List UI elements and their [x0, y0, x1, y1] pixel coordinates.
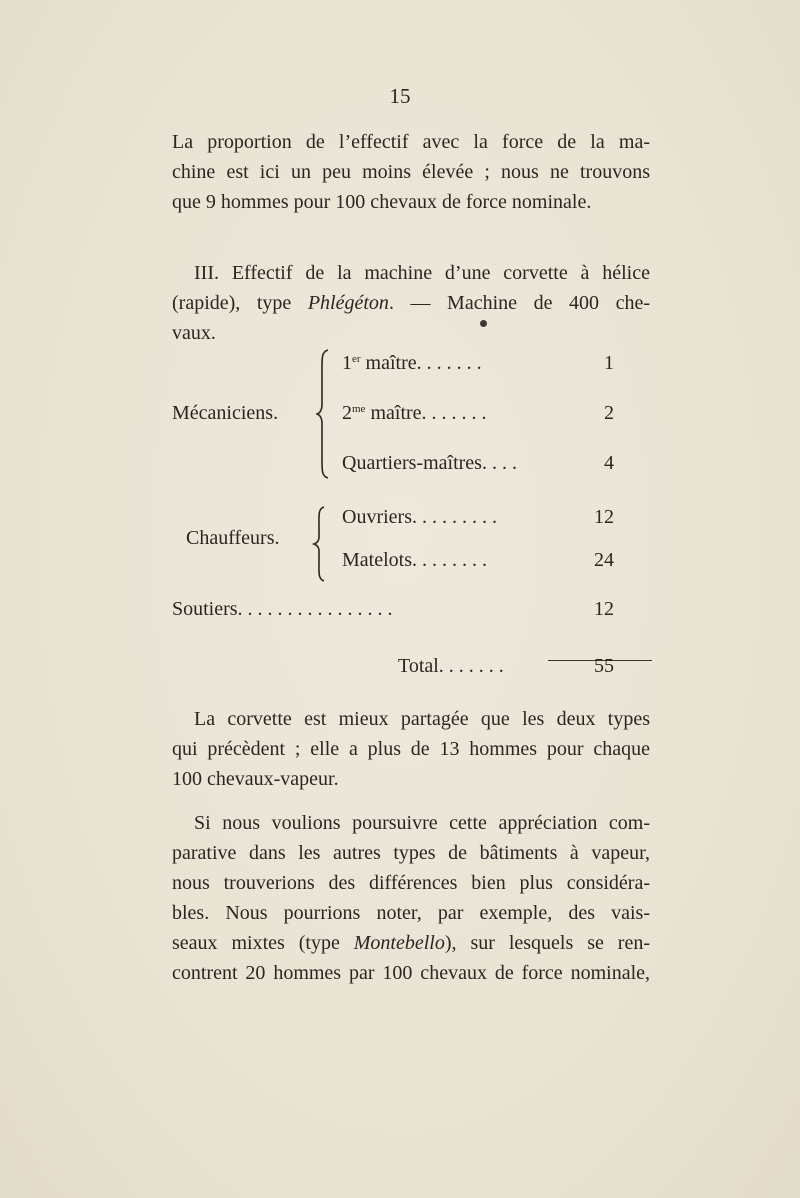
table-row [342, 402, 487, 425]
paragraph-appreciation-comparative [172, 808, 650, 988]
text-line [172, 928, 650, 958]
row-value: 1 [604, 352, 614, 374]
table-row [342, 549, 487, 572]
heading-line: vaux. [172, 322, 216, 344]
group-label-chauffeurs: Chauffeurs. [186, 527, 280, 549]
paragraph-effectif-proportion [172, 127, 650, 217]
text-line: La corvette est mieux partagée que les deux types [194, 708, 650, 730]
paragraph-corvette-comparison [172, 704, 650, 794]
ink-dot-mark [480, 320, 487, 327]
heading-line: III. Effectif de la machine d’une corvette à hélice [194, 262, 650, 284]
text-line: La proportion de l’effectif avec la force de la ma- [172, 131, 650, 153]
row-label: Matelots. . . . . . . . [342, 549, 487, 571]
text-fragment: seaux mixtes (type [172, 932, 354, 954]
page-number: 15 [389, 84, 411, 108]
ship-name-montebello: Montebello [353, 932, 445, 954]
brace-chauffeurs [312, 505, 326, 583]
text-line: parative dans les autres types de bâtiments à vapeur, [172, 842, 650, 864]
text-line: bles. Nous pourrions noter, par exemple, des vais- [172, 902, 650, 924]
table-row [342, 452, 517, 475]
row-ordinal: 2 [342, 402, 352, 424]
text-line: qui précèdent ; elle a plus de 13 hommes pour chaque [172, 738, 650, 760]
row-value: 24 [594, 549, 614, 571]
text-line: chine est ici un peu moins élevée ; nous ne trouvons [172, 161, 650, 183]
brace-mecaniciens [316, 348, 330, 480]
text-line: contrent 20 hommes par 100 chevaux de force nominale, [172, 962, 650, 984]
text-line: 100 chevaux-vapeur. [172, 768, 339, 790]
row-ordinal-suffix: er [352, 353, 361, 365]
row-value: 4 [604, 452, 614, 474]
text-line: nous trouverions des différences bien plus considéra- [172, 872, 650, 894]
text-line: Si nous voulions poursuivre cette appréciation com- [194, 812, 650, 834]
row-label: maître. . . . . . . [360, 352, 482, 374]
group-label-mecaniciens: Mécaniciens. [172, 402, 279, 424]
heading-text: (rapide), type [172, 292, 308, 314]
ship-name-phlegeton: Phlégéton [307, 292, 389, 314]
row-label: Ouvriers. . . . . . . . . [342, 506, 497, 528]
soutiers-row-label: Soutiers. . . . . . . . . . . . . . . . [172, 598, 393, 620]
text-line: que 9 hommes pour 100 chevaux de force nominale. [172, 191, 592, 213]
table-row [342, 352, 482, 375]
total-row-value: 55 [594, 655, 614, 677]
row-ordinal-suffix: me [352, 403, 366, 415]
heading-line [172, 288, 650, 318]
section-heading-corvette [172, 258, 650, 348]
heading-text: . — Machine de 400 che- [388, 292, 650, 314]
text-fragment: ), sur lesquels se ren- [444, 932, 650, 954]
soutiers-row-value: 12 [594, 598, 614, 620]
row-ordinal: 1 [342, 352, 352, 374]
table-row [342, 506, 497, 529]
total-row-label: Total. . . . . . . [398, 655, 504, 677]
row-value: 12 [594, 506, 614, 528]
row-label: maître. . . . . . . [365, 402, 487, 424]
row-value: 2 [604, 402, 614, 424]
row-label: Quartiers-maîtres. . . . [342, 452, 517, 474]
